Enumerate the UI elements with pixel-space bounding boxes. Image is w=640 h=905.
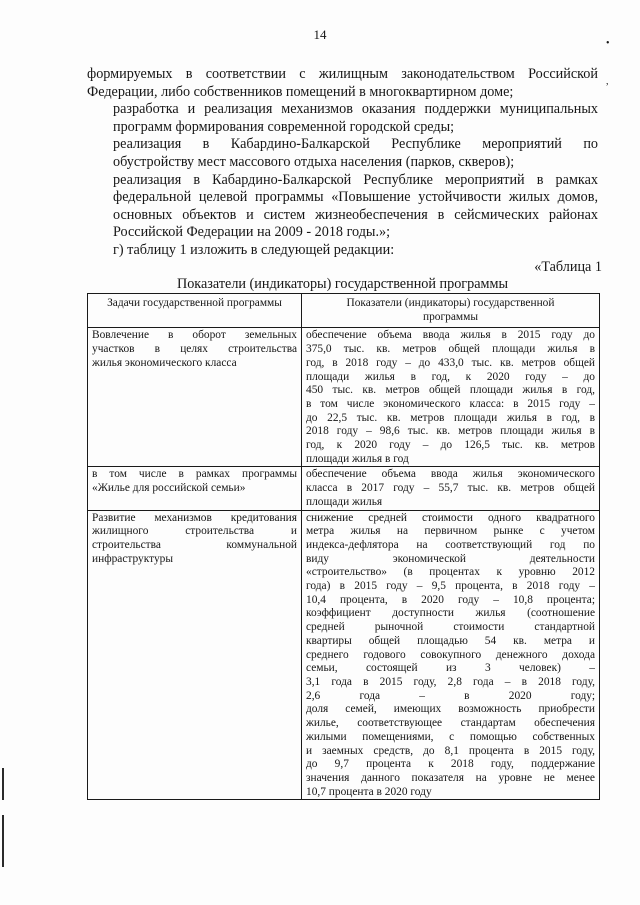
cell-line: 375,0 тыс. кв. метров общей площади жилья в: [306, 343, 595, 356]
cell-line: инфраструктуры: [92, 552, 173, 565]
cell-line: года) в 2015 году – 9,5 процента, в 2018 году –: [306, 580, 595, 593]
cell-line: участков в целях строительства: [92, 343, 297, 356]
scan-edge-mark: [2, 768, 4, 800]
margin-mark-comma: ,: [606, 76, 609, 87]
table-label: «Таблица 1: [534, 259, 602, 275]
paragraph: [87, 101, 598, 136]
indicator-cell: [302, 328, 600, 467]
cell-line: Развитие механизмов кредитования: [92, 511, 297, 524]
table-row: [88, 510, 600, 800]
table-row: [88, 328, 600, 467]
header-tasks: [88, 294, 302, 328]
text-line: федеральной целевой программы «Повышение устойчивости жилых домов,: [113, 189, 598, 206]
cell-line: квартиры общей площадью 54 кв. метра и: [306, 634, 595, 647]
cell-line: «строительство» (в процентах к уровню 2012: [306, 566, 595, 579]
text-line: Российской Федерации на 2009 - 2018 годы.»;: [113, 224, 391, 241]
cell-line: семьи, состоящей из 3 человек) –: [306, 662, 595, 675]
cell-line: в том числе экономического класса: в 2015 году –: [306, 397, 595, 410]
cell-line: 3,1 года в 2015 году, 2,8 года – в 2018 году,: [306, 675, 595, 688]
table-title: Показатели (индикаторы) государственной программы: [176, 276, 509, 292]
cell-line: Показатели (индикаторы) государственной: [346, 297, 555, 309]
text-line: реализация в Кабардино-Балкарской Республике мероприятий по: [113, 136, 598, 153]
cell-line: в том числе в рамках программы: [92, 468, 297, 481]
cell-line: до 9,7 процента к 2018 году, поддержание: [306, 758, 595, 771]
paragraph: [87, 242, 598, 260]
indicator-cell: [302, 467, 600, 510]
cell-line: средней рыночной стоимости стандартной: [306, 621, 595, 634]
cell-line: площади жилья в год, к 2020 году – до: [306, 370, 595, 383]
text-line: формируемых в соответствии с жилищным законодательством Российской: [87, 66, 598, 82]
cell-line: Вовлечение в оборот земельных: [92, 329, 297, 342]
cell-line: жилищного строительства и: [92, 525, 297, 538]
cell-line: значения данного показателя на уровне не менее: [306, 771, 595, 784]
cell-line: площади жилья в год: [306, 452, 409, 465]
cell-line: 10,4 процента, в 2020 году – 10,8 процента;: [306, 593, 595, 606]
cell-line: виду экономической деятельности: [306, 552, 595, 565]
paragraph: [87, 66, 598, 101]
text-line: реализация в Кабардино-Балкарской Республике мероприятий в рамках: [113, 171, 598, 188]
indicator-cell: [302, 510, 600, 800]
scan-edge-mark: [2, 815, 4, 867]
page-number: 14: [313, 27, 327, 42]
cell-line: 2,6 года – в 2020 году;: [306, 689, 595, 702]
cell-line: обеспечение объема ввода жилья в 2015 году до: [306, 329, 595, 342]
indicators-table: [87, 293, 600, 800]
cell-line: год, к 2020 году – до 126,5 тыс. кв. метров: [306, 439, 595, 452]
table-row: [88, 467, 600, 510]
text-line: разработка и реализация механизмов оказания поддержки муниципальных: [113, 101, 598, 118]
text-line: Федерации, либо собственников помещений в многоквартирном доме;: [87, 83, 514, 100]
cell-line: площади жилья: [306, 495, 383, 508]
text-line: программ формирования современной городской среды;: [113, 118, 455, 135]
task-cell: [88, 467, 302, 510]
table-header-row: [88, 294, 600, 328]
cell-line: метра жилья на первичном рынке с учетом: [306, 525, 595, 538]
cell-line: жилья экономического класса: [92, 356, 237, 369]
cell-line: год, в 2018 году – до 433,0 тыс. кв. метров общей: [306, 356, 595, 369]
task-cell: [88, 510, 302, 800]
cell-line: строительства коммунальной: [92, 538, 297, 551]
cell-line: 450 тыс. кв. метров общей площади жилья в год,: [306, 384, 595, 397]
cell-line: 10,7 процента в 2020 году: [306, 785, 432, 798]
cell-line: Задачи государственной программы: [107, 297, 282, 309]
text-line: г) таблицу 1 изложить в следующей редакции:: [113, 241, 395, 258]
cell-line: «Жилье для российской семьи»: [92, 482, 246, 495]
cell-line: жилье, соответствующее стандартам обеспечения: [306, 717, 595, 730]
body-text: [87, 66, 598, 260]
text-line: обустройству мест массового отдыха населения (парков, скверов);: [113, 153, 515, 170]
paragraph: [87, 172, 598, 242]
cell-line: индекса-дефлятора на соответствующий год по: [306, 538, 595, 551]
header-indicators: [302, 294, 600, 328]
text-line: основных объектов и систем жизнеобеспечения в сейсмических районах: [113, 206, 598, 223]
cell-line: и заемных средств, до 8,1 процента в 2015 году,: [306, 744, 595, 757]
cell-line: коэффициент доступности жилья (соотношение: [306, 607, 595, 620]
cell-line: класса в 2017 году – 55,7 тыс. кв. метров общей: [306, 482, 595, 495]
cell-line: среднего годового совокупного денежного дохода: [306, 648, 595, 661]
task-cell: [88, 328, 302, 467]
cell-line: снижение средней стоимости одного квадратного: [306, 511, 595, 524]
cell-line: обеспечение объема ввода жилья экономического: [306, 468, 595, 481]
paragraph: [87, 136, 598, 171]
cell-line: доля семей, имеющих возможность приобрести: [306, 703, 595, 716]
margin-mark-dot: •: [606, 38, 610, 49]
cell-line: программы: [423, 310, 478, 323]
cell-line: жилыми помещениями, с помощью собственных: [306, 730, 595, 743]
cell-line: до 22,5 тыс. кв. метров площади жилья в год, в: [306, 411, 595, 424]
cell-line: 2018 году – 98,6 тыс. кв. метров площади жилья в: [306, 425, 595, 438]
